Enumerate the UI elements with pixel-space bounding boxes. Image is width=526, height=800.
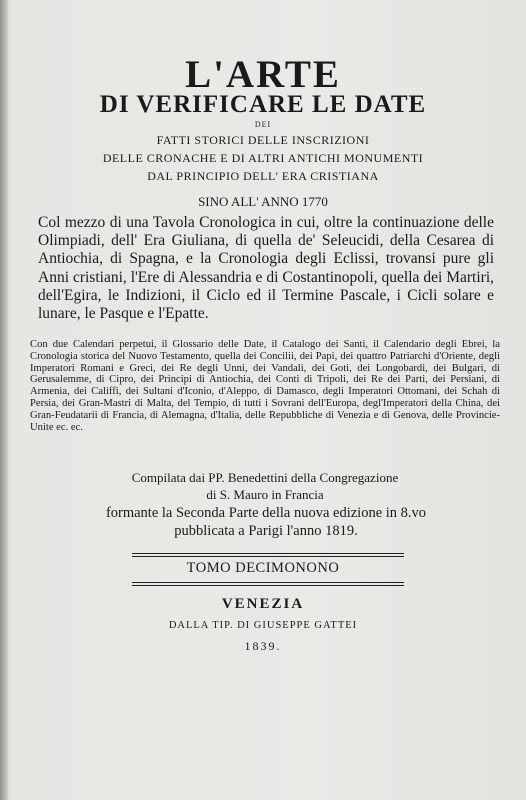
imprint-year: 1839. [244,639,282,653]
volume-label: TOMO DECIMONONO [186,560,340,576]
volume-rule-bottom [132,585,404,586]
volume-rule-bottom-inner [132,582,404,583]
compiler-line-2: di S. Mauro in Francia [206,487,324,502]
date-range-line: SINO ALL' ANNO 1770 [198,194,328,209]
volume-rule-top-inner [132,556,404,557]
edition-line-2: pubblicata a Parigi l'anno 1819. [174,522,358,539]
volume-rule-top [132,553,404,554]
imprint-city: VENEZIA [221,596,305,612]
subtitle-line-3: DAL PRINCIPIO DELL' ERA CRISTIANA [147,169,379,183]
contents-paragraph: Con due Calendari perpetui, il Glossario delle Date, il Catalogo dei Santi, il Calendario degli Ebrei, la Cronologia storica del Nuovo Testamento, quella dei Concilii, dei Papi, dei quattro Patriarchi d'Oriente, degli Imperatori Romani e Greci, dei Re degli Unni, dei Vandali, dei Goti, dei Longobardi, dei Bulgari, di Gerusalemme, di Cipro, dei Principi di Antiochia, dei Conti di Tripoli, dei Re dei Parti, dei Persiani, di Armenia, dei Califfi, dei Sultani d'Iconio, d'Aleppo, di Damasco, degli Imperatori Ottomani, dei Schah di Persia, dei Gran-Mastri di Malta, del Tempio, di tutti i Sovrani dell'Europa, degl'Imperatori della China, dei Gran-Feudatarii di Francia, di Alemagna, d'Italia, delle Repubbliche di Venezia e di Genova, delle Provincie-Unite ec. ec. [30,339,500,433]
edition-note [46,505,486,540]
main-title: L'ARTE [185,53,341,96]
main-subtitle: DI VERIFICARE LE DATE [99,91,427,118]
subtitle-line-1: FATTI STORICI DELLE INSCRIZIONI [156,133,370,147]
compiler-credit [55,469,475,503]
imprint-printer: DALLA TIP. DI GIUSEPPE GATTEI [168,620,358,631]
compiler-line-1: Compilata dai PP. Benedettini della Congregazione [131,470,399,485]
subtitle-line-2: DELLE CRONACHE E DI ALTRI ANTICHI MONUMENTI [102,151,424,165]
subtitle-dei: DEI [254,120,272,129]
description-paragraph: Col mezzo di una Tavola Cronologica in cui, oltre la continuazione delle Olimpiadi, dell' Era Giuliana, di quella de' Seleucidi, della Cesarea di Antiochia, di Spagna, e la Cronologia degli Eclissi, trovansi pure gli Anni cristiani, l'Ere di Alessandria e di Costantinopoli, quella dei Martiri, dell'Egira, le Indizioni, il Ciclo ed il Termine Pascale, i Cicli solare e lunare, le Pasque e l'Epatte. [38,214,494,323]
edition-line-1: formante la Seconda Parte della nuova edizione in 8.vo [105,505,427,521]
